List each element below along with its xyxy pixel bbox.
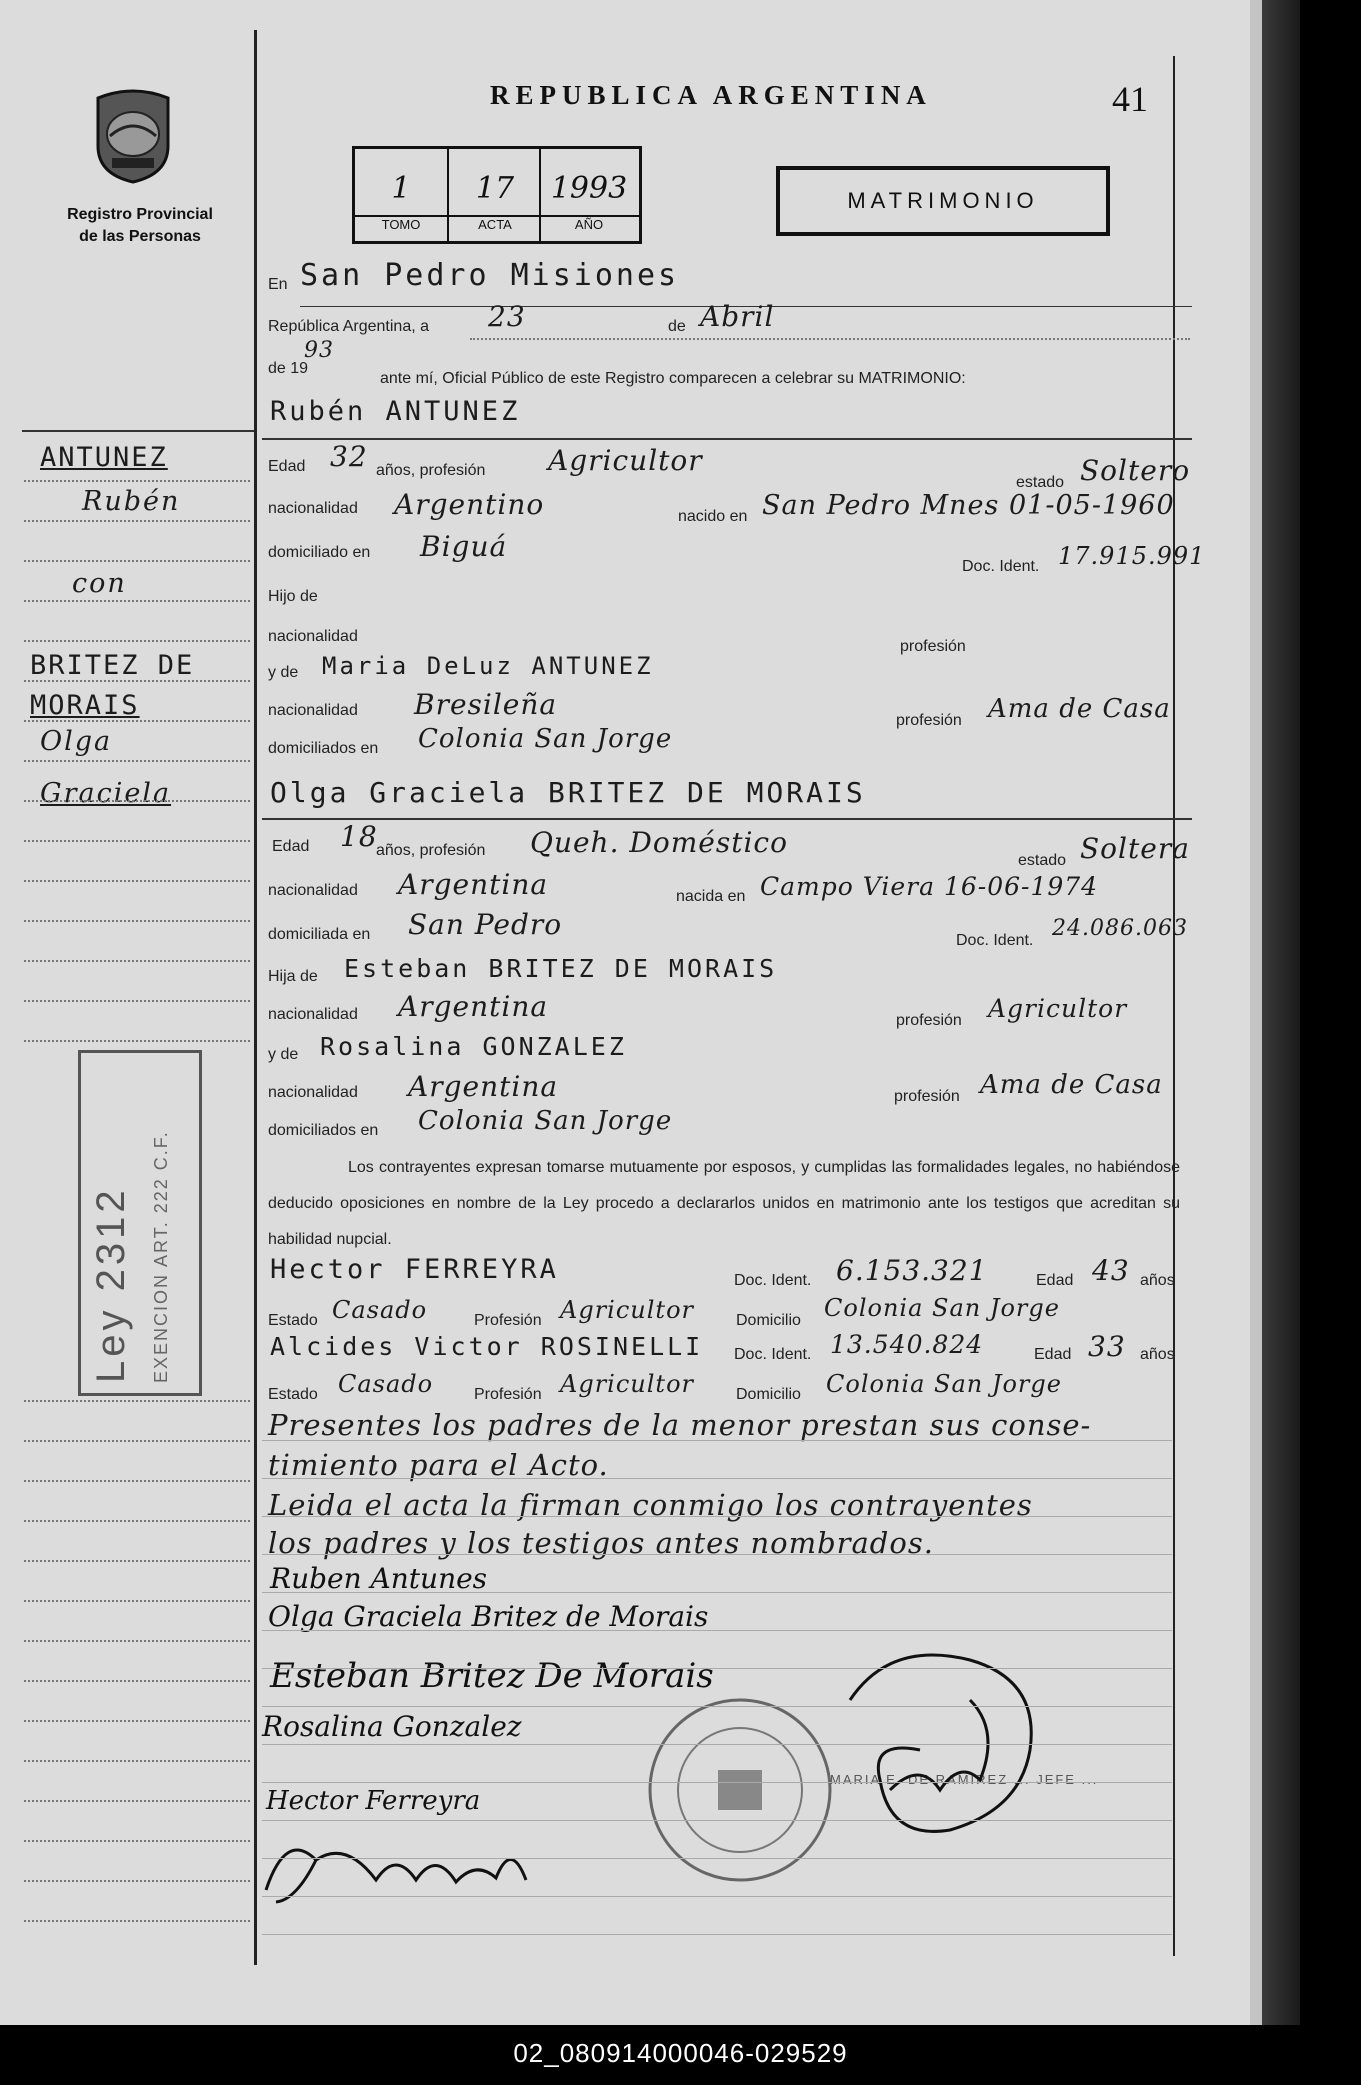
official-seal-stamp bbox=[640, 1690, 840, 1890]
book-spine bbox=[1262, 0, 1300, 2025]
registry-line-1: Registro Provincial bbox=[67, 206, 213, 223]
witness-2-doc-label: Doc. Ident. bbox=[734, 1346, 812, 1363]
groom-doc-label: Doc. Ident. bbox=[962, 558, 1040, 575]
bride-yde-label: y de bbox=[268, 1046, 299, 1063]
groom-hijo-label: Hijo de bbox=[268, 588, 318, 605]
margin-rule bbox=[24, 1920, 250, 1922]
margin-rule bbox=[24, 1560, 250, 1562]
margin-rule bbox=[24, 1480, 250, 1482]
registry-line-2: de las Personas bbox=[79, 228, 201, 245]
tomo-label: TOMO bbox=[381, 217, 421, 232]
witness-2-edad-label: Edad bbox=[1034, 1346, 1072, 1363]
bride-father-profession: Agricultor bbox=[988, 994, 1128, 1023]
groom-status: Soltero bbox=[1080, 454, 1191, 487]
body-rule bbox=[262, 1668, 1172, 1669]
witness-1-prof-label: Profesión bbox=[474, 1312, 542, 1329]
margin-rule bbox=[24, 840, 250, 842]
bride-dom-label: domiciliada en bbox=[268, 926, 371, 943]
margin-rule bbox=[24, 1760, 250, 1762]
witness-2-dom-label: Domicilio bbox=[736, 1386, 801, 1403]
day-value: 23 bbox=[488, 300, 526, 333]
note-line-2: timiento para el Acto. bbox=[268, 1448, 609, 1482]
signature-bride-mother: Rosalina Gonzalez bbox=[262, 1710, 522, 1743]
margin-rule bbox=[24, 1000, 250, 1002]
place-value: San Pedro Misiones bbox=[300, 258, 680, 293]
bride-mother: Rosalina GONZALEZ bbox=[320, 1032, 627, 1061]
witness-2-status: Casado bbox=[338, 1370, 434, 1398]
bride-nacida-label: nacida en bbox=[676, 888, 746, 905]
witness-2-doc: 13.540.824 bbox=[830, 1330, 984, 1359]
margin-rule bbox=[24, 1680, 250, 1682]
groom-parents-domicile: Colonia San Jorge bbox=[418, 724, 673, 754]
groom-profession: Agricultor bbox=[548, 444, 703, 477]
groom-birth: San Pedro Mnes 01-05-1960 bbox=[762, 490, 1175, 521]
ante-text: ante mí, Oficial Público de este Registro comparecen a celebrar su MATRIMONIO: bbox=[380, 370, 966, 387]
witness-1-doc-label: Doc. Ident. bbox=[734, 1272, 812, 1289]
bride-doc-label: Doc. Ident. bbox=[956, 932, 1034, 949]
body-rule bbox=[262, 1858, 1172, 1859]
note-line-1: Presentes los padres de la menor prestan sus conse- bbox=[268, 1408, 1092, 1442]
body-rule bbox=[262, 1820, 1172, 1821]
stamp-ley-subtext: EXENCION ART. 222 C.F. bbox=[151, 1130, 171, 1383]
body-rule bbox=[262, 1934, 1172, 1935]
witness-2-age: 33 bbox=[1088, 1330, 1126, 1363]
margin-name-bride-2: Graciela bbox=[40, 778, 172, 809]
body-rule bbox=[262, 1630, 1172, 1631]
witness-2-prof-label: Profesión bbox=[474, 1386, 542, 1403]
groom-name: Rubén ANTUNEZ bbox=[270, 396, 521, 427]
margin-surname-bride-2: MORAIS bbox=[30, 690, 140, 721]
margin-rule bbox=[24, 1840, 250, 1842]
witness-1-domicile: Colonia San Jorge bbox=[824, 1294, 1060, 1322]
margin-rule bbox=[24, 800, 250, 802]
margin-rule bbox=[24, 1600, 250, 1602]
margin-rule bbox=[24, 920, 250, 922]
declaration-text: Los contrayentes expresan tomarse mutuamente por esposos, y cumplidas las formalidades legales, no habiéndose deducido oposiciones en nombre de la Ley procedo a declararlos unidos en matrimonio ante los testigos que acreditan su habilidad nupcial. bbox=[268, 1159, 1180, 1248]
margin-rule bbox=[24, 1440, 250, 1442]
witness-1-age: 43 bbox=[1092, 1254, 1130, 1287]
bride-hija-label: Hija de bbox=[268, 968, 318, 985]
body-rule bbox=[262, 1896, 1172, 1897]
tomo-acta-ano-box bbox=[352, 146, 642, 244]
groom-father-nac-label: nacionalidad bbox=[268, 628, 358, 645]
groom-parents-dom-label: domiciliados en bbox=[268, 740, 379, 757]
stamp-ley-text: Ley 2312 bbox=[89, 1186, 133, 1383]
bride-edad-label: Edad bbox=[272, 838, 310, 855]
margin-rule bbox=[24, 1800, 250, 1802]
tomo-value: 1 bbox=[391, 171, 411, 206]
groom-father-prof-label: profesión bbox=[900, 638, 966, 655]
groom-doc: 17.915.991 bbox=[1058, 542, 1206, 570]
bride-status: Soltera bbox=[1080, 832, 1190, 865]
signature-witness-1: Hector Ferreyra bbox=[266, 1786, 481, 1816]
bride-anos-label: años, profesión bbox=[376, 842, 486, 859]
witness-2-domicile: Colonia San Jorge bbox=[826, 1370, 1062, 1398]
acta-value: 17 bbox=[475, 171, 515, 206]
note-line-3: Leida el acta la firman conmigo los contrayentes bbox=[268, 1488, 1033, 1522]
body-rule bbox=[262, 1440, 1172, 1441]
provincial-seal-icon bbox=[90, 86, 176, 184]
groom-mother: Maria DeLuz ANTUNEZ bbox=[322, 652, 654, 680]
groom-estado-label: estado bbox=[1016, 474, 1065, 491]
groom-mother-nationality: Bresileña bbox=[414, 688, 558, 721]
witness-1-estado-label: Estado bbox=[268, 1312, 318, 1329]
groom-nacido-label: nacido en bbox=[678, 508, 748, 525]
margin-rule bbox=[24, 520, 250, 522]
bride-parents-domicile: Colonia San Jorge bbox=[418, 1106, 673, 1136]
bride-estado-label: estado bbox=[1018, 852, 1067, 869]
record-type-box: MATRIMONIO bbox=[776, 166, 1110, 236]
margin-rule bbox=[24, 1520, 250, 1522]
official-signature bbox=[830, 1640, 1060, 1860]
body-rule bbox=[262, 1478, 1172, 1479]
bride-mother-prof-label: profesión bbox=[894, 1088, 960, 1105]
body-rule bbox=[262, 1782, 1172, 1783]
groom-edad-label: Edad bbox=[268, 458, 306, 475]
year-suffix: 93 bbox=[304, 338, 334, 363]
margin-rule bbox=[24, 720, 250, 722]
bride-age: 18 bbox=[340, 820, 378, 853]
bride-father: Esteban BRITEZ DE MORAIS bbox=[344, 954, 778, 983]
country-title: REPUBLICA ARGENTINA bbox=[490, 80, 932, 110]
bride-father-nationality: Argentina bbox=[398, 990, 549, 1023]
bride-mother-nac-label: nacionalidad bbox=[268, 1084, 358, 1101]
acta-label: ACTA bbox=[478, 217, 512, 232]
margin-rule bbox=[24, 960, 250, 962]
en-label: En bbox=[268, 276, 288, 293]
official-stamp-text: MARIA E. DE RAMIREZ ... JEFE ... bbox=[830, 1772, 1099, 1787]
groom-nac-label: nacionalidad bbox=[268, 500, 358, 517]
de-label: de bbox=[668, 318, 686, 335]
republic-label: República Argentina, a bbox=[268, 318, 429, 335]
groom-age: 32 bbox=[330, 440, 368, 473]
margin-surname-bride-1: BRITEZ DE bbox=[30, 650, 195, 681]
margin-name-bride-1: Olga bbox=[40, 726, 113, 757]
body-rule bbox=[262, 1744, 1172, 1745]
witness-1-name: Hector FERREYRA bbox=[270, 1254, 559, 1285]
bride-nationality: Argentina bbox=[398, 868, 549, 901]
witness-2-estado-label: Estado bbox=[268, 1386, 318, 1403]
witness-1-edad-label: Edad bbox=[1036, 1272, 1074, 1289]
bride-mother-profession: Ama de Casa bbox=[980, 1070, 1163, 1100]
margin-rule bbox=[24, 600, 250, 602]
margin-rule bbox=[24, 480, 250, 482]
signature-bride: Olga Graciela Britez de Morais bbox=[268, 1600, 709, 1633]
bride-nac-label: nacionalidad bbox=[268, 882, 358, 899]
margin-rule bbox=[24, 1880, 250, 1882]
witness-2-name: Alcides Victor ROSINELLI bbox=[270, 1332, 704, 1361]
signature-bride-father: Esteban Britez De Morais bbox=[270, 1656, 714, 1696]
margin-rule bbox=[24, 1720, 250, 1722]
body-rule bbox=[262, 1592, 1172, 1593]
bride-father-prof-label: profesión bbox=[896, 1012, 962, 1029]
witness-2-anos-label: años bbox=[1140, 1346, 1175, 1363]
margin-rule bbox=[24, 880, 250, 882]
margin-rule bbox=[24, 680, 250, 682]
margin-surname-groom: ANTUNEZ bbox=[40, 442, 168, 473]
right-border bbox=[1173, 56, 1175, 1956]
groom-anos-label: años, profesión bbox=[376, 462, 486, 479]
margin-rule bbox=[24, 1040, 250, 1042]
month-value: Abril bbox=[700, 300, 775, 333]
bride-domicile: San Pedro bbox=[408, 908, 563, 941]
bride-mother-nationality: Argentina bbox=[408, 1070, 559, 1103]
ano-value: 1993 bbox=[550, 171, 628, 206]
image-id-footer: 02_080914000046-029529 bbox=[0, 2025, 1361, 2085]
witness-1-profession: Agricultor bbox=[560, 1296, 694, 1324]
witness-1-dom-label: Domicilio bbox=[736, 1312, 801, 1329]
bride-parents-dom-label: domiciliados en bbox=[268, 1122, 379, 1139]
groom-domicile: Biguá bbox=[420, 530, 508, 563]
bride-birth: Campo Viera 16-06-1974 bbox=[760, 872, 1099, 901]
margin-rule bbox=[24, 560, 250, 562]
margin-name-groom: Rubén bbox=[82, 486, 181, 517]
witness-2-profession: Agricultor bbox=[560, 1370, 694, 1398]
bride-father-nac-label: nacionalidad bbox=[268, 1006, 358, 1023]
bride-profession: Queh. Doméstico bbox=[530, 826, 788, 859]
groom-dom-label: domiciliado en bbox=[268, 544, 371, 561]
margin-rule bbox=[24, 760, 250, 762]
margin-con: con bbox=[72, 568, 127, 599]
groom-yde-label: y de bbox=[268, 664, 299, 681]
groom-mother-prof-label: profesión bbox=[896, 712, 962, 729]
page-edge bbox=[1250, 0, 1262, 2025]
witness-1-status: Casado bbox=[332, 1296, 428, 1324]
bride-name: Olga Graciela BRITEZ DE MORAIS bbox=[270, 776, 866, 809]
groom-mother-nac-label: nacionalidad bbox=[268, 702, 358, 719]
ano-label: AÑO bbox=[574, 217, 604, 232]
note-line-4: los padres y los testigos antes nombrados. bbox=[268, 1526, 934, 1560]
margin-rule bbox=[24, 1640, 250, 1642]
ley-exemption-stamp bbox=[78, 1050, 202, 1396]
groom-nationality: Argentino bbox=[394, 488, 545, 521]
body-rule bbox=[262, 1706, 1172, 1707]
margin-top-rule bbox=[22, 430, 254, 432]
margin-rule bbox=[24, 1400, 250, 1402]
groom-mother-profession: Ama de Casa bbox=[988, 694, 1171, 724]
body-rule bbox=[262, 1516, 1172, 1517]
bride-doc: 24.086.063 bbox=[1052, 916, 1188, 941]
folio-number: 41 bbox=[1112, 79, 1148, 119]
witness-1-doc: 6.153.321 bbox=[836, 1254, 988, 1287]
margin-divider bbox=[254, 30, 257, 1965]
signature-groom: Ruben Antunes bbox=[270, 1562, 488, 1595]
witness-1-anos-label: años bbox=[1140, 1272, 1175, 1289]
registry-name bbox=[40, 204, 240, 248]
margin-rule bbox=[24, 640, 250, 642]
body-rule bbox=[262, 1554, 1172, 1555]
year-prefix: de 19 bbox=[268, 360, 309, 377]
